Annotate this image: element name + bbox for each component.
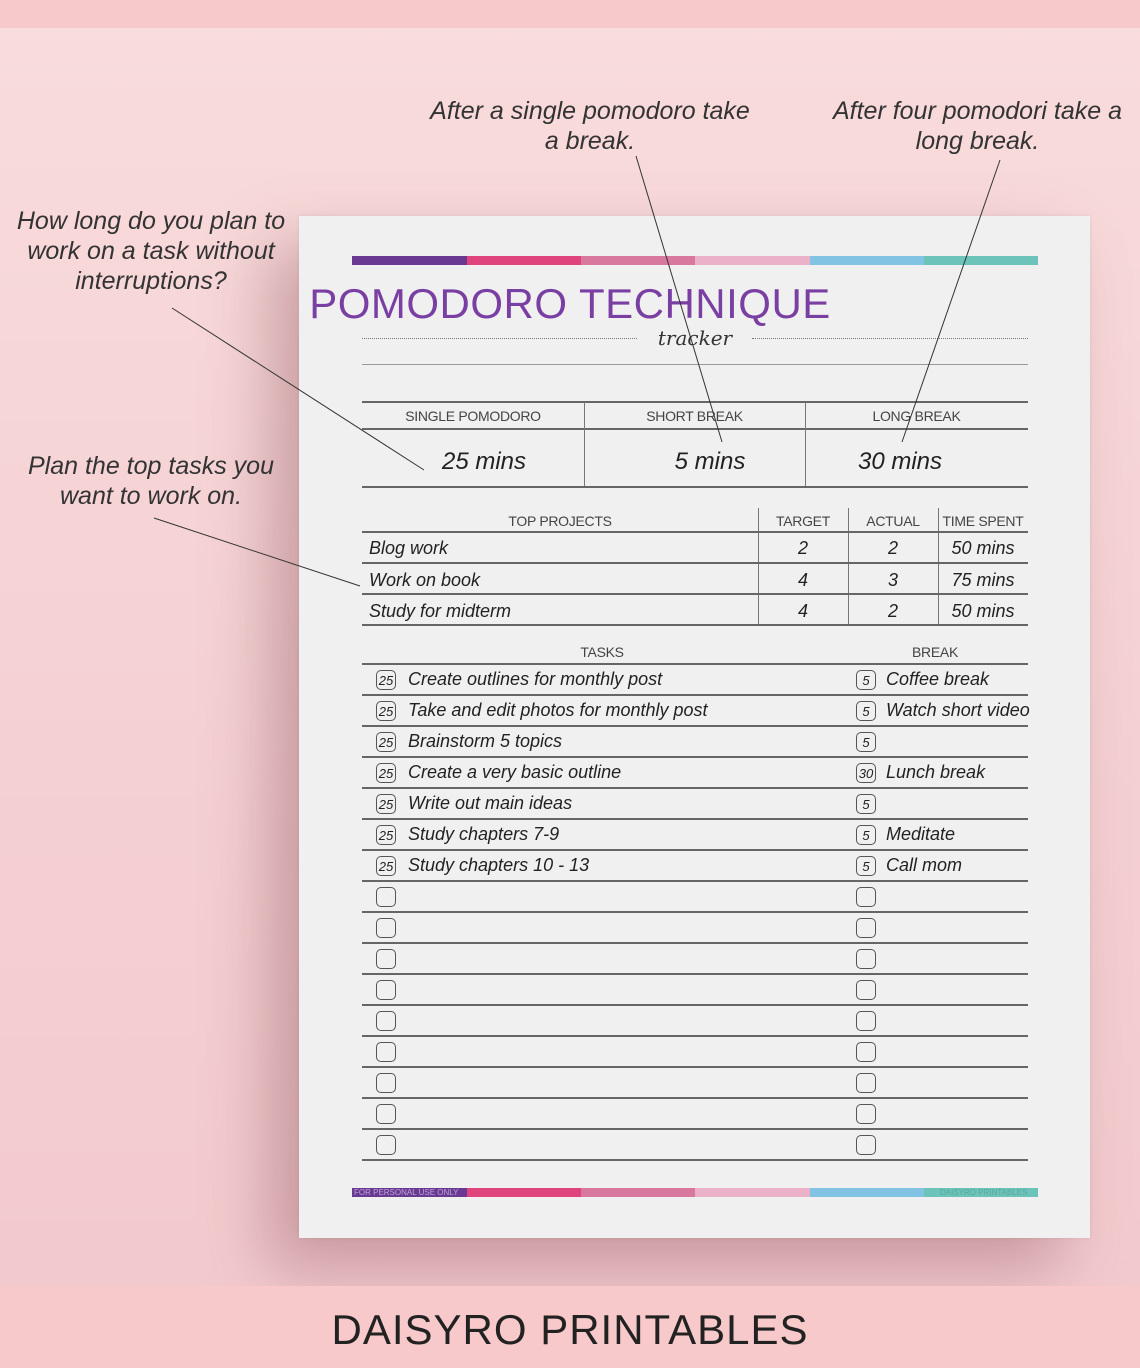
long-break-value: 30 mins — [857, 448, 943, 475]
top-projects-header: TOP PROJECTS — [508, 513, 612, 529]
break-minutes-box[interactable]: 5 — [856, 794, 876, 814]
annotation-line — [154, 518, 360, 586]
project-time: 50 mins — [951, 601, 1015, 621]
task-text: Take and edit photos for monthly post — [408, 700, 708, 720]
footer-left: FOR PERSONAL USE ONLY — [354, 1188, 459, 1197]
project-time: 75 mins — [951, 570, 1015, 590]
break-text: Meditate — [886, 824, 956, 844]
break-header: BREAK — [912, 644, 958, 660]
annotation-line — [902, 160, 1000, 442]
footer-right: DAISYRO PRINTABLES — [940, 1188, 1028, 1197]
break-text: Lunch break — [886, 762, 986, 782]
project-actual: 2 — [887, 601, 898, 621]
break-minutes-box[interactable]: 5 — [856, 701, 876, 721]
project-name: Blog work — [369, 538, 449, 558]
task-text: Create a very basic outline — [408, 762, 622, 782]
task-minutes-box[interactable]: 25 — [376, 732, 396, 752]
tasks-header: TASKS — [580, 644, 624, 660]
break-minutes-box[interactable]: 5 — [856, 732, 876, 752]
break-text: Call mom — [886, 855, 963, 875]
target-header: TARGET — [776, 513, 830, 529]
project-name: Study for midterm — [369, 601, 512, 621]
sheet-subtitle: tracker — [657, 326, 733, 350]
project-actual: 3 — [887, 570, 898, 590]
task-text: Brainstorm 5 topics — [408, 731, 563, 751]
annotation-line — [636, 156, 722, 442]
task-minutes-box[interactable]: 25 — [376, 856, 396, 876]
project-name: Work on book — [369, 570, 481, 590]
short-break-value: 5 mins — [674, 448, 746, 475]
project-actual: 2 — [887, 538, 898, 558]
actual-header: ACTUAL — [866, 513, 920, 529]
break-minutes-box[interactable]: 5 — [856, 670, 876, 690]
annotation-plan-tasks: Plan the top tasks you want to work on. — [28, 452, 274, 510]
task-text: Study chapters 7-9 — [408, 824, 560, 844]
annotation-four-pomodori: After four pomodori take a long break. — [832, 97, 1123, 155]
task-minutes-box[interactable]: 25 — [376, 670, 396, 690]
break-minutes-box[interactable]: 5 — [856, 856, 876, 876]
break-text: Coffee break — [886, 669, 990, 689]
break-minutes-box[interactable]: 5 — [856, 825, 876, 845]
project-target: 4 — [797, 601, 808, 621]
task-minutes-box[interactable]: 25 — [376, 763, 396, 783]
task-minutes-box[interactable]: 25 — [376, 794, 396, 814]
project-target: 4 — [797, 570, 808, 590]
annotation-single-pomodoro: After a single pomodoro take a break. — [430, 97, 750, 155]
sheet-title: POMODORO TECHNIQUE — [309, 280, 831, 327]
project-target: 2 — [797, 538, 808, 558]
single-pomodoro-header: SINGLE POMODORO — [405, 408, 541, 424]
break-minutes-box[interactable]: 30 — [856, 763, 876, 783]
task-minutes-box[interactable]: 25 — [376, 825, 396, 845]
project-time: 50 mins — [951, 538, 1015, 558]
time-spent-header: TIME SPENT — [942, 513, 1024, 529]
annotation-line — [172, 308, 424, 470]
long-break-header: LONG BREAK — [872, 408, 961, 424]
task-text: Write out main ideas — [408, 793, 573, 813]
task-text: Study chapters 10 - 13 — [408, 855, 590, 875]
brand-name: DAISYRO PRINTABLES — [331, 1306, 809, 1353]
task-text: Create outlines for monthly post — [408, 669, 663, 689]
break-text: Watch short video — [886, 700, 1030, 720]
short-break-header: SHORT BREAK — [646, 408, 743, 424]
annotation-how-long: How long do you plan to work on a task without interruptions? — [16, 207, 286, 295]
task-minutes-box[interactable]: 25 — [376, 701, 396, 721]
single-pomodoro-value: 25 mins — [441, 448, 527, 475]
